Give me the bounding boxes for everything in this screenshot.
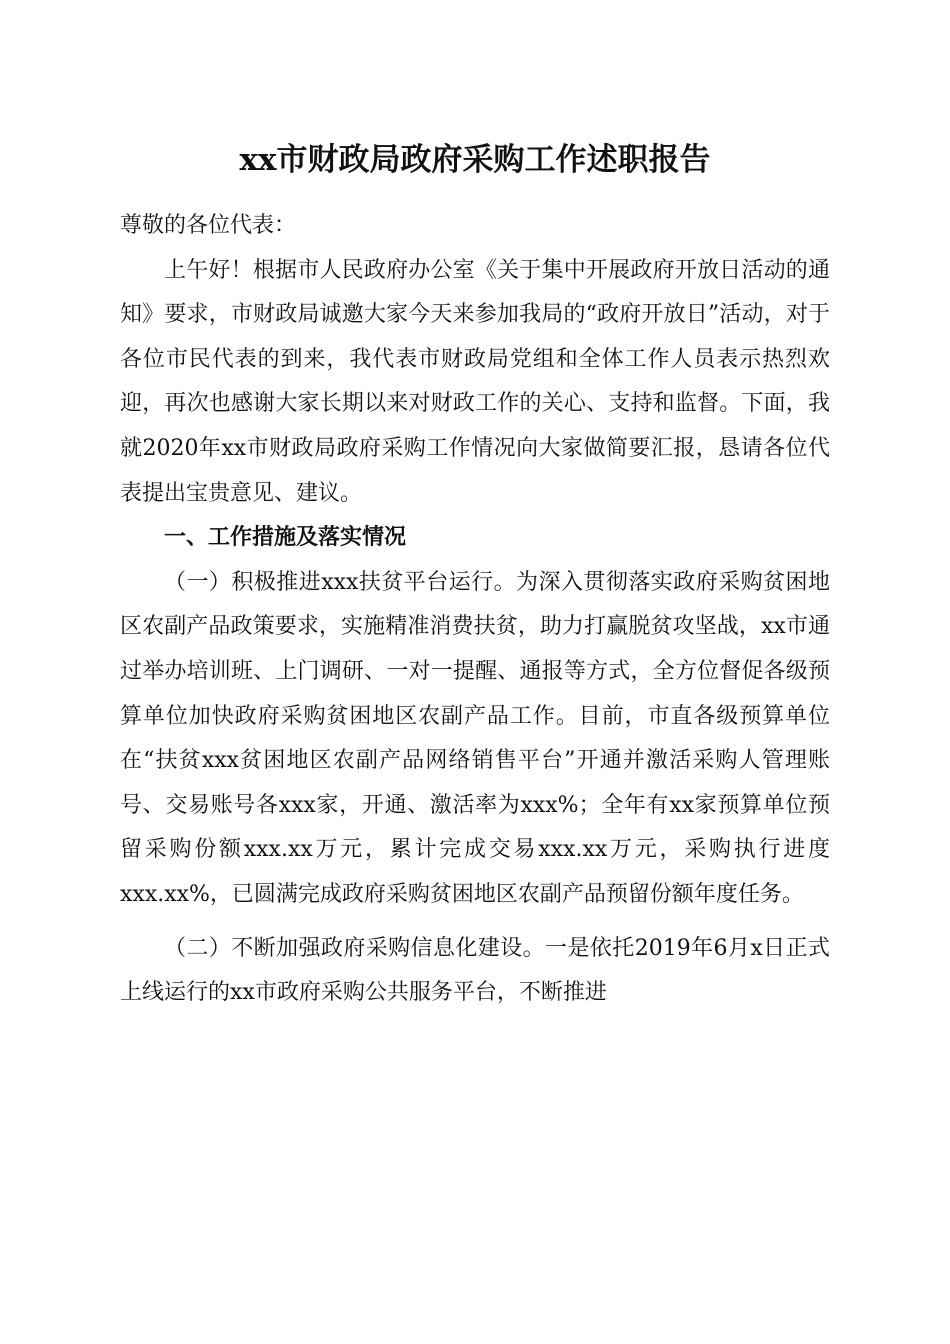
paragraph-gap xyxy=(120,918,830,927)
item-2-paragraph: （二）不断加强政府采购信息化建设。一是依托2019年6月x日正式上线运行的xx市政府采购公共服务平台，不断推进 xyxy=(120,935,830,1006)
intro-paragraph: 上午好！根据市人民政府办公室《关于集中开展政府开放日活动的通知》要求，市财政局诚邀大家今天来参加我局的“政府开放日”活动，对于各位市民代表的到来，我代表市财政局党组和全体工作人员表示热烈欢迎，再次也感谢大家长期以来对财政工作的关心、支持和监督。下面，我就2020年xx市财政局政府采购工作情况向大家做简要汇报，恳请各位代表提出宝贵意见、建议。 xyxy=(120,257,830,506)
document-title: xx市财政局政府采购工作述职报告 xyxy=(239,142,711,178)
document-body xyxy=(120,204,830,1016)
salutation: 尊敬的各位代表： xyxy=(120,213,297,238)
section-heading: 一、工作措施及落实情况 xyxy=(164,525,407,551)
item-1-paragraph: （一）积极推进xxx扶贫平台运行。为深入贯彻落实政府采购贫困地区农副产品政策要求，实施精准消费扶贫，助力打赢脱贫攻坚战，xx市通过举办培训班、上门调研、一对一提醒、通报等方式，全方位督促各级预算单位加快政府采购贫困地区农副产品工作。目前，市直各级预算单位在“扶贫xxx贫困地区农副产品网络销售平台”开通并激活采购人管理账号、交易账号各xxx家，开通、激活率为xxx%；全年有xx家预算单位预留采购份额xxx.xx万元，累计完成交易xxx.xx万元，采购执行进度xxx.xx%，已圆满完成政府采购贫困地区农副产品预留份额年度任务。 xyxy=(120,569,830,907)
